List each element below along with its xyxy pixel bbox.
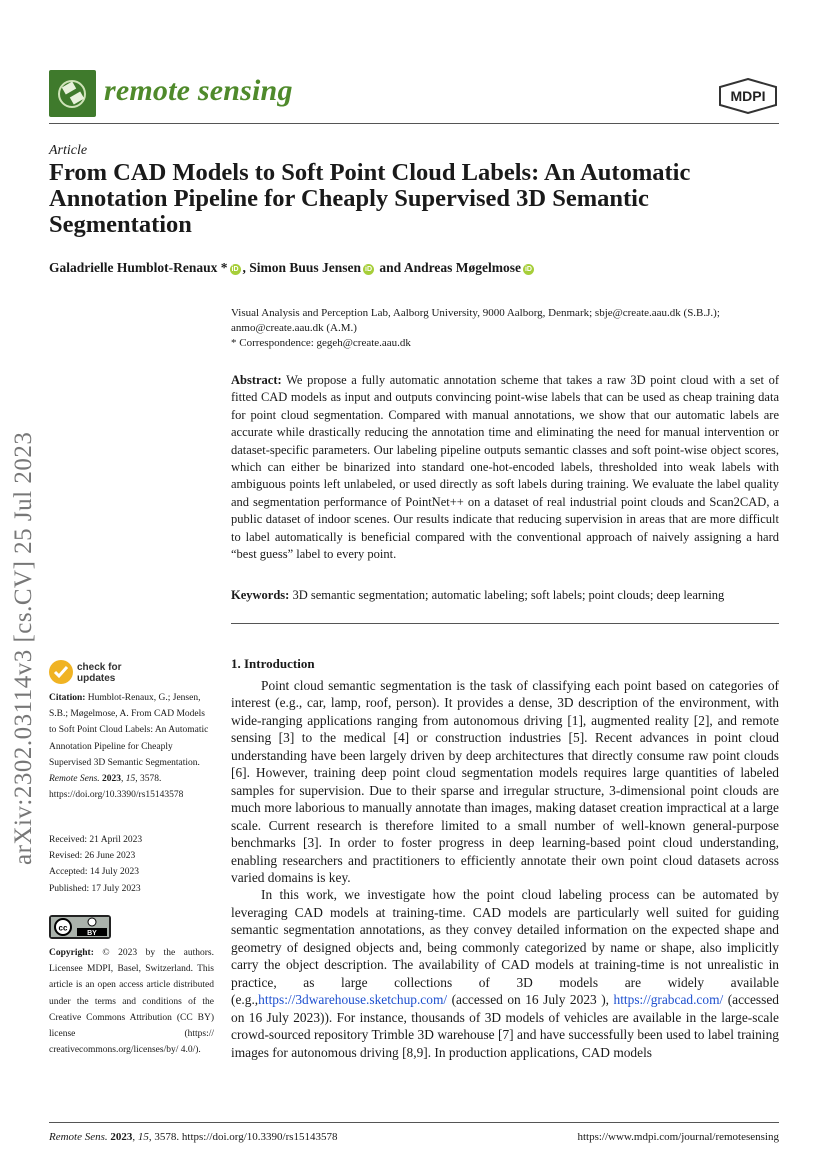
header-rule (49, 123, 779, 124)
mdpi-logo (718, 78, 778, 114)
published-date: Published: 17 July 2023 (49, 883, 141, 894)
orcid-icon[interactable]: iD (365, 266, 373, 273)
correspondence: * Correspondence: gegeh@create.aau.dk (231, 337, 411, 349)
author-list: Galadrielle Humblot-Renaux * iD , Simon Buus Jensen iD and Andreas Møgelmose iD (49, 260, 532, 275)
paragraph: In this work, we investigate how the point cloud labeling process can be automated by leveraging CAD models at training-time. CAD models are particularly well suited for guiding semantic segmentation annotations, as they convey detailed information on the expected shape and geometry of designed objects and, being commonly categorized by name or shape, also implicitly carry the object description. The availability of CAD models at training-time is not unrealistic in practice, as large collections of 3D models are widely available (e.g.,https://3dwarehouse.sketchup.com/ (accessed on 16 July 2023 ), https://grabcad.com/ (accessed on 16 July 2023)). For instance, thousands of 3D models of vehicles are available in the large-scale crowd-sourced repository Trimble 3D warehouse [7] and have successfully been used to label training images for autonomous driving [8,9]. In production applications, CAD models (231, 887, 779, 1060)
citation: Citation: Humblot-Renaux, G.; Jensen, S.B.; Møgelmose, A. From CAD Models to Soft Point Cloud Labels: An Automatic Annotation Pipeline for Cheaply Supervised 3D Semantic Segmentation. Remote Sens. 2023, 15, 3578. https://doi.org/10.3390/rs15143578 (49, 693, 209, 801)
orcid-icon[interactable]: iD (524, 266, 532, 273)
keywords: Keywords: 3D semantic segmentation; automatic labeling; soft labels; point clouds; deep learning (231, 588, 725, 602)
affiliation: Visual Analysis and Perception Lab, Aalborg University, 9000 Aalborg, Denmark; sbje@create.aau.dk (S.B.J.); anmo@create.aau.dk (A.M.) * Correspondence: gegeh@create.aau.dk (231, 306, 776, 351)
abstract-rule (231, 623, 779, 624)
section-heading: 1. Introduction (231, 656, 315, 671)
introduction-body (231, 677, 779, 1061)
author-1[interactable]: Galadrielle Humblot-Renaux * (49, 260, 228, 275)
revised-date: Revised: 26 June 2023 (49, 851, 136, 862)
footer-citation: Remote Sens. 2023, 15, 3578. https://doi.org/10.3390/rs15143578 (49, 1131, 338, 1143)
publication-dates (49, 832, 214, 897)
received-date: Received: 21 April 2023 (49, 835, 143, 845)
journal-name: remote sensing (104, 74, 293, 107)
cc-by-license-icon[interactable] (49, 915, 111, 939)
link-3dwarehouse[interactable]: https://3dwarehouse.sketchup.com/ (258, 992, 448, 1008)
footer-rule (49, 1122, 779, 1123)
paragraph: Point cloud semantic segmentation is the task of classifying each point based on categories of interest (e.g., car, lamp, roof, person). It provides a dense, 3D description of the environment, with wide-ranging applications ranging from autonomous driving [1], augmented reality [2], and remote sensing [3] to the medical [4] or construction industries [5]. Recent advances in point cloud understanding have been largely driven by deep architectures that directly consume raw point clouds [6]. However, training deep point cloud segmentation models requires large quantities of labeled samples for supervision. Due to their sparse and irregular structure, 3-dimensional point clouds are much more laborious to manually annotate than images, making dataset creation impractical at a large scale. Current research is therefore limited to a small number of well-known general-purpose benchmarks [3]. In order to foster progress in deep learning-based point cloud understanding, enabling researchers and practitioners to efficiently annotate their own point cloud datasets across varied domains is key. (231, 678, 779, 885)
svg-text:cc: cc (58, 923, 68, 933)
journal-logo (49, 70, 96, 117)
arxiv-stamp: arXiv:2302.03114v3 [cs.CV] 25 Jul 2023 (10, 431, 37, 865)
link-grabcad[interactable]: https://grabcad.com/ (613, 992, 724, 1008)
paper-title: From CAD Models to Soft Point Cloud Labels: An Automatic Annotation Pipeline for Cheaply Supervised 3D Semantic Segmentation (49, 159, 691, 238)
check-for-updates-icon[interactable] (49, 660, 73, 684)
orcid-icon[interactable]: iD (231, 266, 239, 273)
check-for-updates-label[interactable]: check for updates (77, 662, 122, 684)
copyright-notice: Copyright: © 2023 by the authors. Licensee MDPI, Basel, Switzerland. This article is an open access article distributed under the terms and conditions of the Creative Commons Attribution (CC BY) license (https:// creativecommons.org/licenses/by/ 4.0/). (49, 948, 214, 1056)
footer-url[interactable]: https://www.mdpi.com/journal/remotesensing (577, 1131, 779, 1143)
author-3[interactable]: Andreas Møgelmose (403, 260, 521, 275)
article-type: Article (49, 143, 88, 158)
abstract: Abstract: We propose a fully automatic annotation scheme that takes a raw 3D point cloud with a set of fitted CAD models as input and outputs convincing point-wise labels that can be used as cheap training data for point cloud segmentation. Compared with manual annotations, we show that our automatic labels are accurate while drastically reducing the annotation time and eliminating the need for manual intervention or dataset-specific parameters. Our labeling pipeline outputs semantic classes and soft point-wise object scores, which can either be binarized into standard one-hot-encoded labels, thresholded into weak labels with ambiguous points left unlabeled, or used directly as soft labels during training. We evaluate the label quality and segmentation performance of PointNet++ on a dataset of real industrial point clouds and Scan2CAD, a public dataset of indoor scenes. Our results indicate that reducing supervision in areas that are more difficult to label automatically is beneficial compared with the conventional approach of naively assigning a hard “best guess” label to every point. (231, 373, 779, 562)
svg-text:BY: BY (87, 930, 97, 937)
accepted-date: Accepted: 14 July 2023 (49, 867, 139, 878)
mdpi-logo-text: MDPI (730, 88, 766, 104)
author-2[interactable]: Simon Buus Jensen (249, 260, 362, 275)
